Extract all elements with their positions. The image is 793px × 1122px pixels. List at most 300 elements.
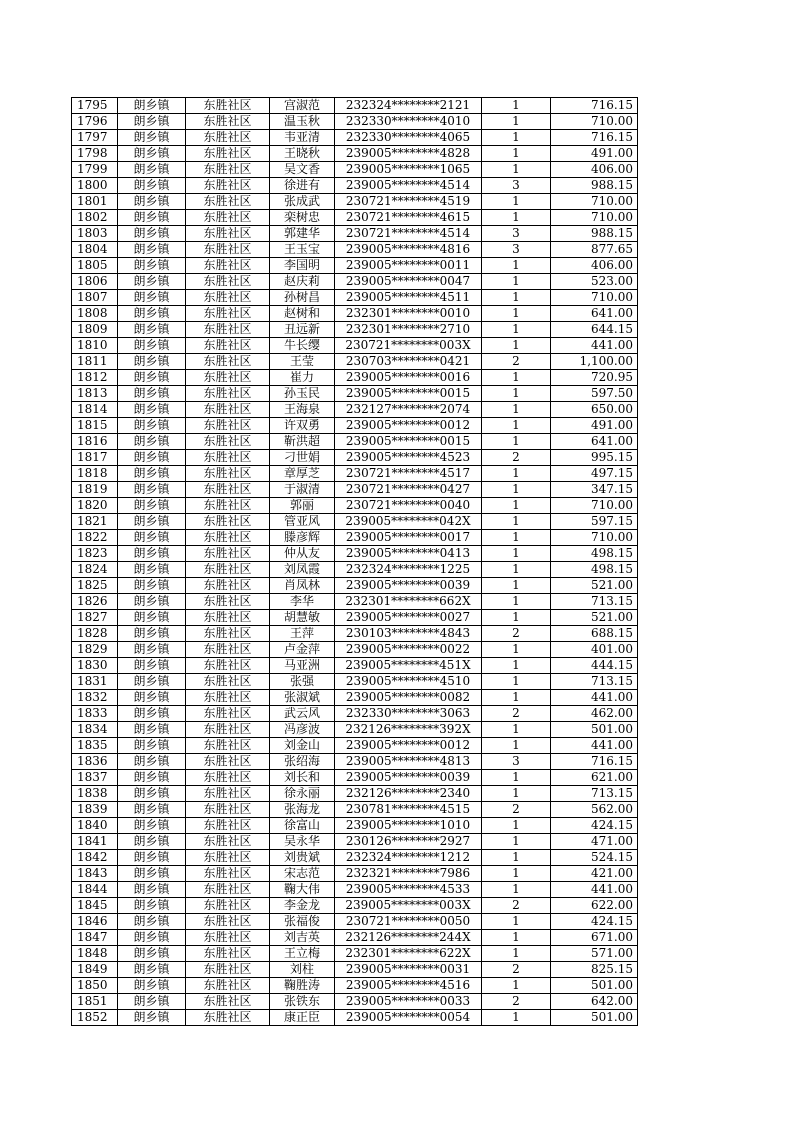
- household-count-cell: 1: [482, 498, 551, 514]
- household-count-cell: 1: [482, 530, 551, 546]
- records-table-body: [72, 98, 638, 1026]
- community-cell: 东胜社区: [186, 674, 270, 690]
- amount-cell: 716.15: [551, 98, 638, 114]
- row-number-cell: 1809: [72, 322, 118, 338]
- household-count-cell: 1: [482, 722, 551, 738]
- row-number-cell: 1831: [72, 674, 118, 690]
- town-cell: 朗乡镇: [118, 98, 186, 114]
- id-number-cell: 232301********662X: [335, 594, 482, 610]
- town-cell: 朗乡镇: [118, 546, 186, 562]
- name-cell: 赵庆莉: [270, 274, 335, 290]
- row-number-cell: 1841: [72, 834, 118, 850]
- table-row: [72, 626, 638, 642]
- town-cell: 朗乡镇: [118, 674, 186, 690]
- table-row: [72, 706, 638, 722]
- household-count-cell: 1: [482, 258, 551, 274]
- amount-cell: 501.00: [551, 978, 638, 994]
- row-number-cell: 1849: [72, 962, 118, 978]
- amount-cell: 713.15: [551, 786, 638, 802]
- amount-cell: 988.15: [551, 178, 638, 194]
- name-cell: 武云风: [270, 706, 335, 722]
- amount-cell: 462.00: [551, 706, 638, 722]
- row-number-cell: 1836: [72, 754, 118, 770]
- name-cell: 崔力: [270, 370, 335, 386]
- town-cell: 朗乡镇: [118, 882, 186, 898]
- town-cell: 朗乡镇: [118, 914, 186, 930]
- id-number-cell: 232301********622X: [335, 946, 482, 962]
- community-cell: 东胜社区: [186, 930, 270, 946]
- row-number-cell: 1806: [72, 274, 118, 290]
- row-number-cell: 1846: [72, 914, 118, 930]
- household-count-cell: 1: [482, 866, 551, 882]
- amount-cell: 491.00: [551, 146, 638, 162]
- amount-cell: 716.15: [551, 754, 638, 770]
- town-cell: 朗乡镇: [118, 146, 186, 162]
- name-cell: 管亚风: [270, 514, 335, 530]
- town-cell: 朗乡镇: [118, 994, 186, 1010]
- table-row: [72, 290, 638, 306]
- town-cell: 朗乡镇: [118, 210, 186, 226]
- community-cell: 东胜社区: [186, 370, 270, 386]
- name-cell: 刁世娟: [270, 450, 335, 466]
- name-cell: 章厚芝: [270, 466, 335, 482]
- amount-cell: 421.00: [551, 866, 638, 882]
- community-cell: 东胜社区: [186, 642, 270, 658]
- town-cell: 朗乡镇: [118, 946, 186, 962]
- amount-cell: 521.00: [551, 578, 638, 594]
- table-row: [72, 962, 638, 978]
- amount-cell: 521.00: [551, 610, 638, 626]
- town-cell: 朗乡镇: [118, 562, 186, 578]
- name-cell: 郭丽: [270, 498, 335, 514]
- household-count-cell: 3: [482, 226, 551, 242]
- amount-cell: 406.00: [551, 162, 638, 178]
- row-number-cell: 1804: [72, 242, 118, 258]
- household-count-cell: 3: [482, 242, 551, 258]
- row-number-cell: 1813: [72, 386, 118, 402]
- name-cell: 宫淑范: [270, 98, 335, 114]
- household-count-cell: 1: [482, 562, 551, 578]
- name-cell: 张淑斌: [270, 690, 335, 706]
- town-cell: 朗乡镇: [118, 306, 186, 322]
- community-cell: 东胜社区: [186, 322, 270, 338]
- name-cell: 李金龙: [270, 898, 335, 914]
- id-number-cell: 230703********0421: [335, 354, 482, 370]
- town-cell: 朗乡镇: [118, 594, 186, 610]
- household-count-cell: 2: [482, 962, 551, 978]
- row-number-cell: 1811: [72, 354, 118, 370]
- household-count-cell: 1: [482, 162, 551, 178]
- name-cell: 王玉宝: [270, 242, 335, 258]
- amount-cell: 498.15: [551, 562, 638, 578]
- community-cell: 东胜社区: [186, 914, 270, 930]
- community-cell: 东胜社区: [186, 882, 270, 898]
- amount-cell: 491.00: [551, 418, 638, 434]
- row-number-cell: 1812: [72, 370, 118, 386]
- id-number-cell: 230721********003X: [335, 338, 482, 354]
- community-cell: 东胜社区: [186, 962, 270, 978]
- name-cell: 滕彦辉: [270, 530, 335, 546]
- table-row: [72, 642, 638, 658]
- community-cell: 东胜社区: [186, 754, 270, 770]
- table-row: [72, 562, 638, 578]
- name-cell: 王萍: [270, 626, 335, 642]
- town-cell: 朗乡镇: [118, 898, 186, 914]
- amount-cell: 571.00: [551, 946, 638, 962]
- amount-cell: 523.00: [551, 274, 638, 290]
- town-cell: 朗乡镇: [118, 114, 186, 130]
- name-cell: 李国明: [270, 258, 335, 274]
- community-cell: 东胜社区: [186, 594, 270, 610]
- name-cell: 张铁东: [270, 994, 335, 1010]
- amount-cell: 825.15: [551, 962, 638, 978]
- row-number-cell: 1844: [72, 882, 118, 898]
- table-row: [72, 882, 638, 898]
- household-count-cell: 1: [482, 434, 551, 450]
- town-cell: 朗乡镇: [118, 434, 186, 450]
- name-cell: 王晓秋: [270, 146, 335, 162]
- id-number-cell: 239005********451X: [335, 658, 482, 674]
- id-number-cell: 239005********0047: [335, 274, 482, 290]
- row-number-cell: 1832: [72, 690, 118, 706]
- name-cell: 刘柱: [270, 962, 335, 978]
- row-number-cell: 1838: [72, 786, 118, 802]
- name-cell: 卢金萍: [270, 642, 335, 658]
- row-number-cell: 1837: [72, 770, 118, 786]
- town-cell: 朗乡镇: [118, 530, 186, 546]
- table-row: [72, 802, 638, 818]
- name-cell: 许双勇: [270, 418, 335, 434]
- household-count-cell: 2: [482, 898, 551, 914]
- town-cell: 朗乡镇: [118, 274, 186, 290]
- id-number-cell: 239005********0015: [335, 434, 482, 450]
- row-number-cell: 1830: [72, 658, 118, 674]
- household-count-cell: 1: [482, 642, 551, 658]
- community-cell: 东胜社区: [186, 338, 270, 354]
- id-number-cell: 232127********2074: [335, 402, 482, 418]
- community-cell: 东胜社区: [186, 194, 270, 210]
- amount-cell: 471.00: [551, 834, 638, 850]
- row-number-cell: 1839: [72, 802, 118, 818]
- id-number-cell: 239005********1065: [335, 162, 482, 178]
- table-row: [72, 434, 638, 450]
- community-cell: 东胜社区: [186, 146, 270, 162]
- name-cell: 李华: [270, 594, 335, 610]
- row-number-cell: 1796: [72, 114, 118, 130]
- name-cell: 温玉秋: [270, 114, 335, 130]
- town-cell: 朗乡镇: [118, 514, 186, 530]
- community-cell: 东胜社区: [186, 530, 270, 546]
- table-row: [72, 930, 638, 946]
- amount-cell: 1,100.00: [551, 354, 638, 370]
- town-cell: 朗乡镇: [118, 610, 186, 626]
- name-cell: 鞠胜涛: [270, 978, 335, 994]
- town-cell: 朗乡镇: [118, 162, 186, 178]
- household-count-cell: 1: [482, 594, 551, 610]
- id-number-cell: 230721********0040: [335, 498, 482, 514]
- name-cell: 胡慧敏: [270, 610, 335, 626]
- id-number-cell: 239005********0031: [335, 962, 482, 978]
- town-cell: 朗乡镇: [118, 962, 186, 978]
- household-count-cell: 1: [482, 738, 551, 754]
- row-number-cell: 1800: [72, 178, 118, 194]
- town-cell: 朗乡镇: [118, 754, 186, 770]
- household-count-cell: 1: [482, 546, 551, 562]
- town-cell: 朗乡镇: [118, 850, 186, 866]
- name-cell: 栾树忠: [270, 210, 335, 226]
- amount-cell: 713.15: [551, 594, 638, 610]
- name-cell: 刘长和: [270, 770, 335, 786]
- table-row: [72, 738, 638, 754]
- amount-cell: 642.00: [551, 994, 638, 1010]
- community-cell: 东胜社区: [186, 178, 270, 194]
- row-number-cell: 1801: [72, 194, 118, 210]
- household-count-cell: 1: [482, 818, 551, 834]
- name-cell: 宋志范: [270, 866, 335, 882]
- name-cell: 吴永华: [270, 834, 335, 850]
- id-number-cell: 230721********0050: [335, 914, 482, 930]
- amount-cell: 501.00: [551, 722, 638, 738]
- row-number-cell: 1797: [72, 130, 118, 146]
- town-cell: 朗乡镇: [118, 722, 186, 738]
- household-count-cell: 1: [482, 322, 551, 338]
- id-number-cell: 239005********4813: [335, 754, 482, 770]
- table-row: [72, 578, 638, 594]
- row-number-cell: 1826: [72, 594, 118, 610]
- community-cell: 东胜社区: [186, 738, 270, 754]
- community-cell: 东胜社区: [186, 98, 270, 114]
- table-row: [72, 338, 638, 354]
- id-number-cell: 239005********0015: [335, 386, 482, 402]
- amount-cell: 710.00: [551, 210, 638, 226]
- household-count-cell: 1: [482, 418, 551, 434]
- id-number-cell: 239005********0039: [335, 578, 482, 594]
- table-row: [72, 818, 638, 834]
- name-cell: 赵树和: [270, 306, 335, 322]
- table-row: [72, 418, 638, 434]
- household-count-cell: 1: [482, 194, 551, 210]
- table-row: [72, 274, 638, 290]
- amount-cell: 401.00: [551, 642, 638, 658]
- id-number-cell: 239005********4511: [335, 290, 482, 306]
- id-number-cell: 230721********4519: [335, 194, 482, 210]
- community-cell: 东胜社区: [186, 658, 270, 674]
- town-cell: 朗乡镇: [118, 322, 186, 338]
- household-count-cell: 1: [482, 786, 551, 802]
- amount-cell: 995.15: [551, 450, 638, 466]
- name-cell: 孙玉民: [270, 386, 335, 402]
- name-cell: 刘金山: [270, 738, 335, 754]
- town-cell: 朗乡镇: [118, 178, 186, 194]
- amount-cell: 562.00: [551, 802, 638, 818]
- id-number-cell: 230103********4843: [335, 626, 482, 642]
- table-row: [72, 130, 638, 146]
- amount-cell: 441.00: [551, 338, 638, 354]
- row-number-cell: 1823: [72, 546, 118, 562]
- row-number-cell: 1814: [72, 402, 118, 418]
- household-count-cell: 1: [482, 290, 551, 306]
- household-count-cell: 1: [482, 482, 551, 498]
- name-cell: 张强: [270, 674, 335, 690]
- household-count-cell: 1: [482, 978, 551, 994]
- amount-cell: 877.65: [551, 242, 638, 258]
- id-number-cell: 239005********4514: [335, 178, 482, 194]
- name-cell: 鞠大伟: [270, 882, 335, 898]
- name-cell: 张成武: [270, 194, 335, 210]
- household-count-cell: 1: [482, 466, 551, 482]
- row-number-cell: 1842: [72, 850, 118, 866]
- row-number-cell: 1850: [72, 978, 118, 994]
- row-number-cell: 1821: [72, 514, 118, 530]
- household-count-cell: 1: [482, 610, 551, 626]
- row-number-cell: 1817: [72, 450, 118, 466]
- household-count-cell: 1: [482, 146, 551, 162]
- id-number-cell: 230126********2927: [335, 834, 482, 850]
- town-cell: 朗乡镇: [118, 866, 186, 882]
- table-row: [72, 98, 638, 114]
- name-cell: 张海龙: [270, 802, 335, 818]
- household-count-cell: 1: [482, 338, 551, 354]
- town-cell: 朗乡镇: [118, 642, 186, 658]
- table-row: [72, 162, 638, 178]
- amount-cell: 710.00: [551, 194, 638, 210]
- row-number-cell: 1828: [72, 626, 118, 642]
- household-count-cell: 1: [482, 98, 551, 114]
- amount-cell: 710.00: [551, 498, 638, 514]
- town-cell: 朗乡镇: [118, 786, 186, 802]
- name-cell: 徐进有: [270, 178, 335, 194]
- table-row: [72, 178, 638, 194]
- household-count-cell: 1: [482, 114, 551, 130]
- table-row: [72, 514, 638, 530]
- town-cell: 朗乡镇: [118, 450, 186, 466]
- id-number-cell: 239005********0016: [335, 370, 482, 386]
- amount-cell: 501.00: [551, 1010, 638, 1026]
- id-number-cell: 230781********4515: [335, 802, 482, 818]
- table-row: [72, 978, 638, 994]
- amount-cell: 497.15: [551, 466, 638, 482]
- table-row: [72, 450, 638, 466]
- id-number-cell: 230721********4514: [335, 226, 482, 242]
- amount-cell: 688.15: [551, 626, 638, 642]
- id-number-cell: 232126********2340: [335, 786, 482, 802]
- amount-cell: 524.15: [551, 850, 638, 866]
- town-cell: 朗乡镇: [118, 370, 186, 386]
- table-row: [72, 258, 638, 274]
- town-cell: 朗乡镇: [118, 978, 186, 994]
- town-cell: 朗乡镇: [118, 706, 186, 722]
- row-number-cell: 1847: [72, 930, 118, 946]
- household-count-cell: 2: [482, 450, 551, 466]
- community-cell: 东胜社区: [186, 226, 270, 242]
- name-cell: 靳洪超: [270, 434, 335, 450]
- table-row: [72, 786, 638, 802]
- row-number-cell: 1834: [72, 722, 118, 738]
- id-number-cell: 230721********4517: [335, 466, 482, 482]
- id-number-cell: 239005********0054: [335, 1010, 482, 1026]
- town-cell: 朗乡镇: [118, 578, 186, 594]
- town-cell: 朗乡镇: [118, 770, 186, 786]
- id-number-cell: 232330********4010: [335, 114, 482, 130]
- row-number-cell: 1819: [72, 482, 118, 498]
- id-number-cell: 232330********4065: [335, 130, 482, 146]
- name-cell: 张福俊: [270, 914, 335, 930]
- household-count-cell: 1: [482, 690, 551, 706]
- community-cell: 东胜社区: [186, 130, 270, 146]
- amount-cell: 650.00: [551, 402, 638, 418]
- row-number-cell: 1808: [72, 306, 118, 322]
- table-row: [72, 754, 638, 770]
- row-number-cell: 1799: [72, 162, 118, 178]
- amount-cell: 710.00: [551, 114, 638, 130]
- id-number-cell: 239005********1010: [335, 818, 482, 834]
- id-number-cell: 232301********0010: [335, 306, 482, 322]
- row-number-cell: 1848: [72, 946, 118, 962]
- town-cell: 朗乡镇: [118, 386, 186, 402]
- town-cell: 朗乡镇: [118, 818, 186, 834]
- row-number-cell: 1835: [72, 738, 118, 754]
- name-cell: 仲从友: [270, 546, 335, 562]
- town-cell: 朗乡镇: [118, 834, 186, 850]
- amount-cell: 720.95: [551, 370, 638, 386]
- id-number-cell: 232321********7986: [335, 866, 482, 882]
- town-cell: 朗乡镇: [118, 130, 186, 146]
- community-cell: 东胜社区: [186, 1010, 270, 1026]
- community-cell: 东胜社区: [186, 706, 270, 722]
- community-cell: 东胜社区: [186, 978, 270, 994]
- town-cell: 朗乡镇: [118, 738, 186, 754]
- household-count-cell: 1: [482, 914, 551, 930]
- row-number-cell: 1816: [72, 434, 118, 450]
- id-number-cell: 239005********042X: [335, 514, 482, 530]
- community-cell: 东胜社区: [186, 466, 270, 482]
- name-cell: 郭建华: [270, 226, 335, 242]
- name-cell: 康正臣: [270, 1010, 335, 1026]
- amount-cell: 621.00: [551, 770, 638, 786]
- community-cell: 东胜社区: [186, 802, 270, 818]
- row-number-cell: 1805: [72, 258, 118, 274]
- town-cell: 朗乡镇: [118, 354, 186, 370]
- amount-cell: 441.00: [551, 690, 638, 706]
- row-number-cell: 1810: [72, 338, 118, 354]
- id-number-cell: 239005********4533: [335, 882, 482, 898]
- row-number-cell: 1822: [72, 530, 118, 546]
- id-number-cell: 239005********0011: [335, 258, 482, 274]
- community-cell: 东胜社区: [186, 562, 270, 578]
- row-number-cell: 1852: [72, 1010, 118, 1026]
- id-number-cell: 232324********1212: [335, 850, 482, 866]
- community-cell: 东胜社区: [186, 402, 270, 418]
- name-cell: 韦亚清: [270, 130, 335, 146]
- id-number-cell: 232126********392X: [335, 722, 482, 738]
- community-cell: 东胜社区: [186, 834, 270, 850]
- row-number-cell: 1795: [72, 98, 118, 114]
- community-cell: 东胜社区: [186, 994, 270, 1010]
- name-cell: 刘吉英: [270, 930, 335, 946]
- name-cell: 于淑清: [270, 482, 335, 498]
- table-row: [72, 194, 638, 210]
- amount-cell: 988.15: [551, 226, 638, 242]
- id-number-cell: 232126********244X: [335, 930, 482, 946]
- town-cell: 朗乡镇: [118, 402, 186, 418]
- household-count-cell: 1: [482, 658, 551, 674]
- row-number-cell: 1815: [72, 418, 118, 434]
- row-number-cell: 1798: [72, 146, 118, 162]
- amount-cell: 347.15: [551, 482, 638, 498]
- id-number-cell: 239005********0413: [335, 546, 482, 562]
- community-cell: 东胜社区: [186, 786, 270, 802]
- id-number-cell: 230721********0427: [335, 482, 482, 498]
